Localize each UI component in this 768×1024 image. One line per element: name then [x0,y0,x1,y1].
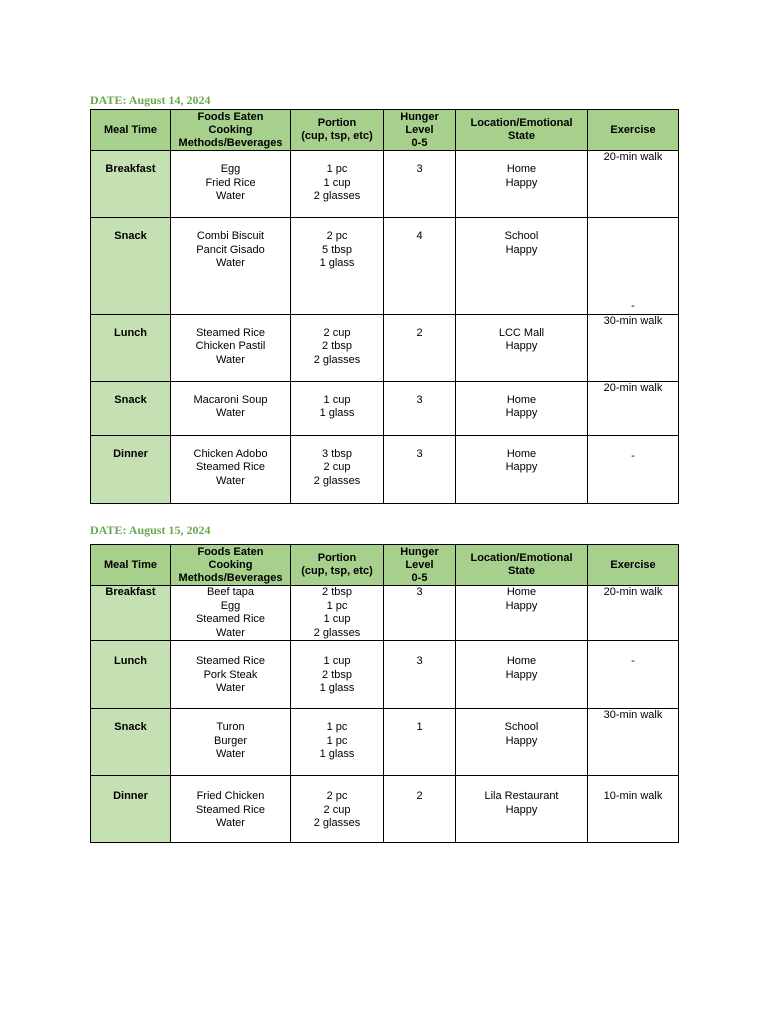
meal-time-cell: Dinner [91,435,171,503]
exercise-cell: - [588,641,679,709]
log-date: DATE: August 15, 2024 [90,523,211,537]
header-meal-time: Meal Time [91,110,171,151]
portion-cell: 1 cup 2 tbsp 1 glass [291,641,384,709]
header-location: Location/Emotional State [456,545,588,586]
header-foods: Foods Eaten Cooking Methods/Beverages [171,545,291,586]
header-portion: Portion (cup, tsp, etc) [291,110,384,151]
location-emotion-cell: School Happy [456,709,588,776]
exercise-cell: 30-min walk [588,709,679,776]
header-hunger: Hunger Level 0-5 [384,545,456,586]
meal-time-cell: Snack [91,709,171,776]
table-row [91,709,679,776]
exercise-cell: 20-min walk [588,586,679,641]
meal-time-cell: Breakfast [91,586,171,641]
hunger-level-cell: 2 [384,314,456,381]
location-emotion-cell: Lila Restaurant Happy [456,776,588,843]
foods-cell: Combi Biscuit Pancit Gisado Water [171,218,291,315]
table-row [91,586,679,641]
hunger-level-cell: 3 [384,151,456,218]
location-emotion-cell: Home Happy [456,435,588,503]
meal-time-cell: Dinner [91,776,171,843]
table-row [91,776,679,843]
food-log-table [90,109,679,504]
foods-cell: Turon Burger Water [171,709,291,776]
table-header-row [91,110,679,151]
meal-time-cell: Breakfast [91,151,171,218]
foods-cell: Chicken Adobo Steamed Rice Water [171,435,291,503]
hunger-level-cell: 3 [384,586,456,641]
portion-cell: 2 pc 2 cup 2 glasses [291,776,384,843]
exercise-cell: - [588,435,679,503]
hunger-level-cell: 2 [384,776,456,843]
header-exercise: Exercise [588,110,679,151]
hunger-level-cell: 3 [384,435,456,503]
location-emotion-cell: Home Happy [456,381,588,435]
foods-cell: Steamed Rice Chicken Pastil Water [171,314,291,381]
location-emotion-cell: School Happy [456,218,588,315]
exercise-cell: 20-min walk [588,381,679,435]
portion-cell: 1 cup 1 glass [291,381,384,435]
foods-cell: Macaroni Soup Water [171,381,291,435]
exercise-cell: - [588,218,679,315]
hunger-level-cell: 4 [384,218,456,315]
hunger-level-cell: 3 [384,641,456,709]
portion-cell: 1 pc 1 cup 2 glasses [291,151,384,218]
table-row [91,641,679,709]
table-row [91,381,679,435]
hunger-level-cell: 1 [384,709,456,776]
meal-time-cell: Lunch [91,641,171,709]
exercise-cell: 30-min walk [588,314,679,381]
location-emotion-cell: Home Happy [456,586,588,641]
exercise-cell: 10-min walk [588,776,679,843]
portion-cell: 3 tbsp 2 cup 2 glasses [291,435,384,503]
foods-cell: Beef tapa Egg Steamed Rice Water [171,586,291,641]
foods-cell: Fried Chicken Steamed Rice Water [171,776,291,843]
meal-time-cell: Lunch [91,314,171,381]
location-emotion-cell: Home Happy [456,641,588,709]
portion-cell: 2 cup 2 tbsp 2 glasses [291,314,384,381]
portion-cell: 2 pc 5 tbsp 1 glass [291,218,384,315]
food-log-table [90,544,679,843]
hunger-level-cell: 3 [384,381,456,435]
header-portion: Portion (cup, tsp, etc) [291,545,384,586]
log-date: DATE: August 14, 2024 [90,93,211,107]
header-meal-time: Meal Time [91,545,171,586]
table-row [91,314,679,381]
portion-cell: 1 pc 1 pc 1 glass [291,709,384,776]
foods-cell: Egg Fried Rice Water [171,151,291,218]
header-location: Location/Emotional State [456,110,588,151]
header-exercise: Exercise [588,545,679,586]
location-emotion-cell: LCC Mall Happy [456,314,588,381]
portion-cell: 2 tbsp 1 pc 1 cup 2 glasses [291,586,384,641]
foods-cell: Steamed Rice Pork Steak Water [171,641,291,709]
exercise-cell: 20-min walk [588,151,679,218]
table-row [91,151,679,218]
meal-time-cell: Snack [91,381,171,435]
table-header-row [91,545,679,586]
location-emotion-cell: Home Happy [456,151,588,218]
table-row [91,218,679,315]
header-hunger: Hunger Level 0-5 [384,110,456,151]
header-foods: Foods Eaten Cooking Methods/Beverages [171,110,291,151]
table-row [91,435,679,503]
meal-time-cell: Snack [91,218,171,315]
